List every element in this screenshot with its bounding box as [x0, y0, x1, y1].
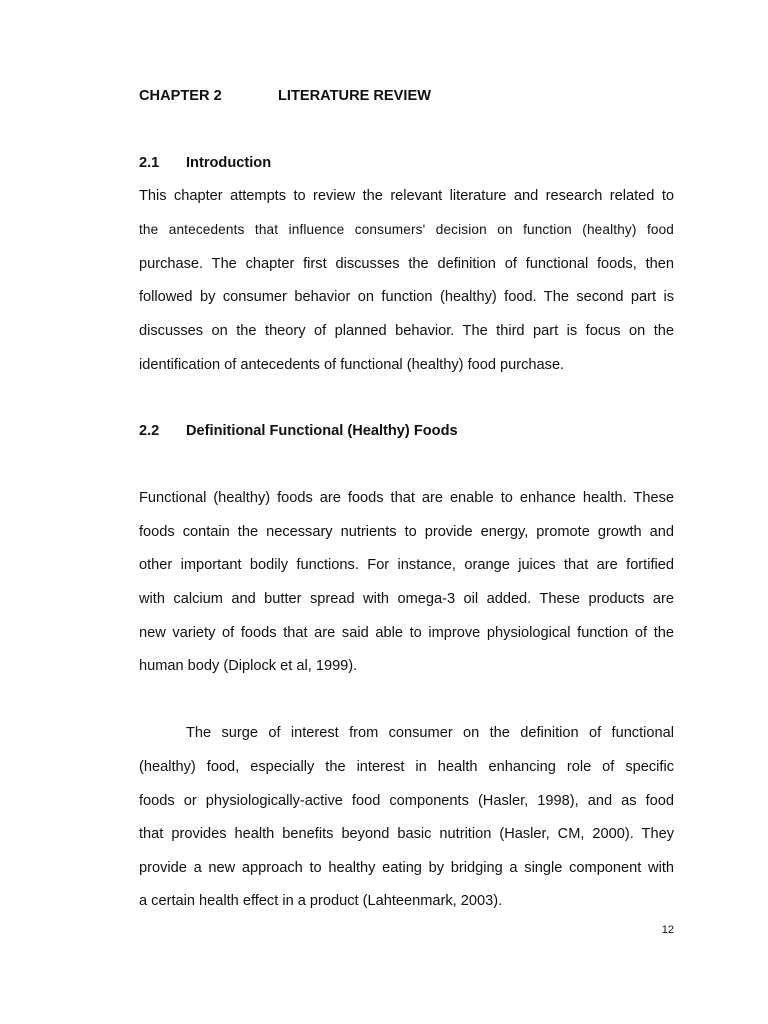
paragraph-line: discusses on the theory of planned behavior. The third part is focus on the	[139, 323, 674, 339]
paragraph-line: This chapter attempts to review the relevant literature and research related to	[139, 188, 674, 204]
paragraph-line: purchase. The chapter first discusses the definition of functional foods, then	[139, 256, 674, 272]
paragraph-line: foods or physiologically-active food components (Hasler, 1998), and as food	[139, 793, 674, 809]
section-2-1-heading	[139, 153, 674, 173]
paragraph-line: other important bodily functions. For instance, orange juices that are fortified	[139, 557, 674, 573]
paragraph-line: human body (Diplock et al, 1999).	[139, 658, 358, 674]
chapter-title: LITERATURE REVIEW	[278, 88, 431, 104]
paragraph-line: followed by consumer behavior on function (healthy) food. The second part is	[139, 289, 674, 305]
paragraph-line: foods contain the necessary nutrients to provide energy, promote growth and	[139, 524, 674, 540]
section-2-1-title: Introduction	[186, 155, 272, 171]
paragraph-line: Functional (healthy) foods are foods that are enable to enhance health. These	[139, 490, 674, 506]
section-2-2-number: 2.2	[139, 423, 160, 439]
paragraph-line: provide a new approach to healthy eating by bridging a single component with	[139, 860, 674, 876]
section-2-1-number: 2.1	[139, 155, 160, 171]
paragraph-line: that provides health benefits beyond basic nutrition (Hasler, CM, 2000). They	[139, 826, 674, 842]
paragraph-line: (healthy) food, especially the interest in health enhancing role of specific	[139, 759, 674, 775]
page-number: 12	[661, 924, 674, 936]
paragraph-line: new variety of foods that are said able to improve physiological function of the	[139, 625, 674, 641]
paragraph-line: identification of antecedents of functional (healthy) food purchase.	[139, 357, 565, 373]
paragraph-line: with calcium and butter spread with omega-3 oil added. These products are	[139, 591, 674, 607]
paragraph-line: The surge of interest from consumer on the definition of functional	[186, 725, 674, 741]
chapter-number: CHAPTER 2	[139, 88, 222, 104]
chapter-heading	[139, 86, 674, 106]
paragraph-line: a certain health effect in a product (Lahteenmark, 2003).	[139, 893, 503, 909]
paragraph-line: the antecedents that influence consumers' decision on function (healthy) food	[139, 222, 674, 237]
section-2-2-title: Definitional Functional (Healthy) Foods	[186, 423, 458, 439]
section-2-2-heading	[139, 421, 674, 441]
